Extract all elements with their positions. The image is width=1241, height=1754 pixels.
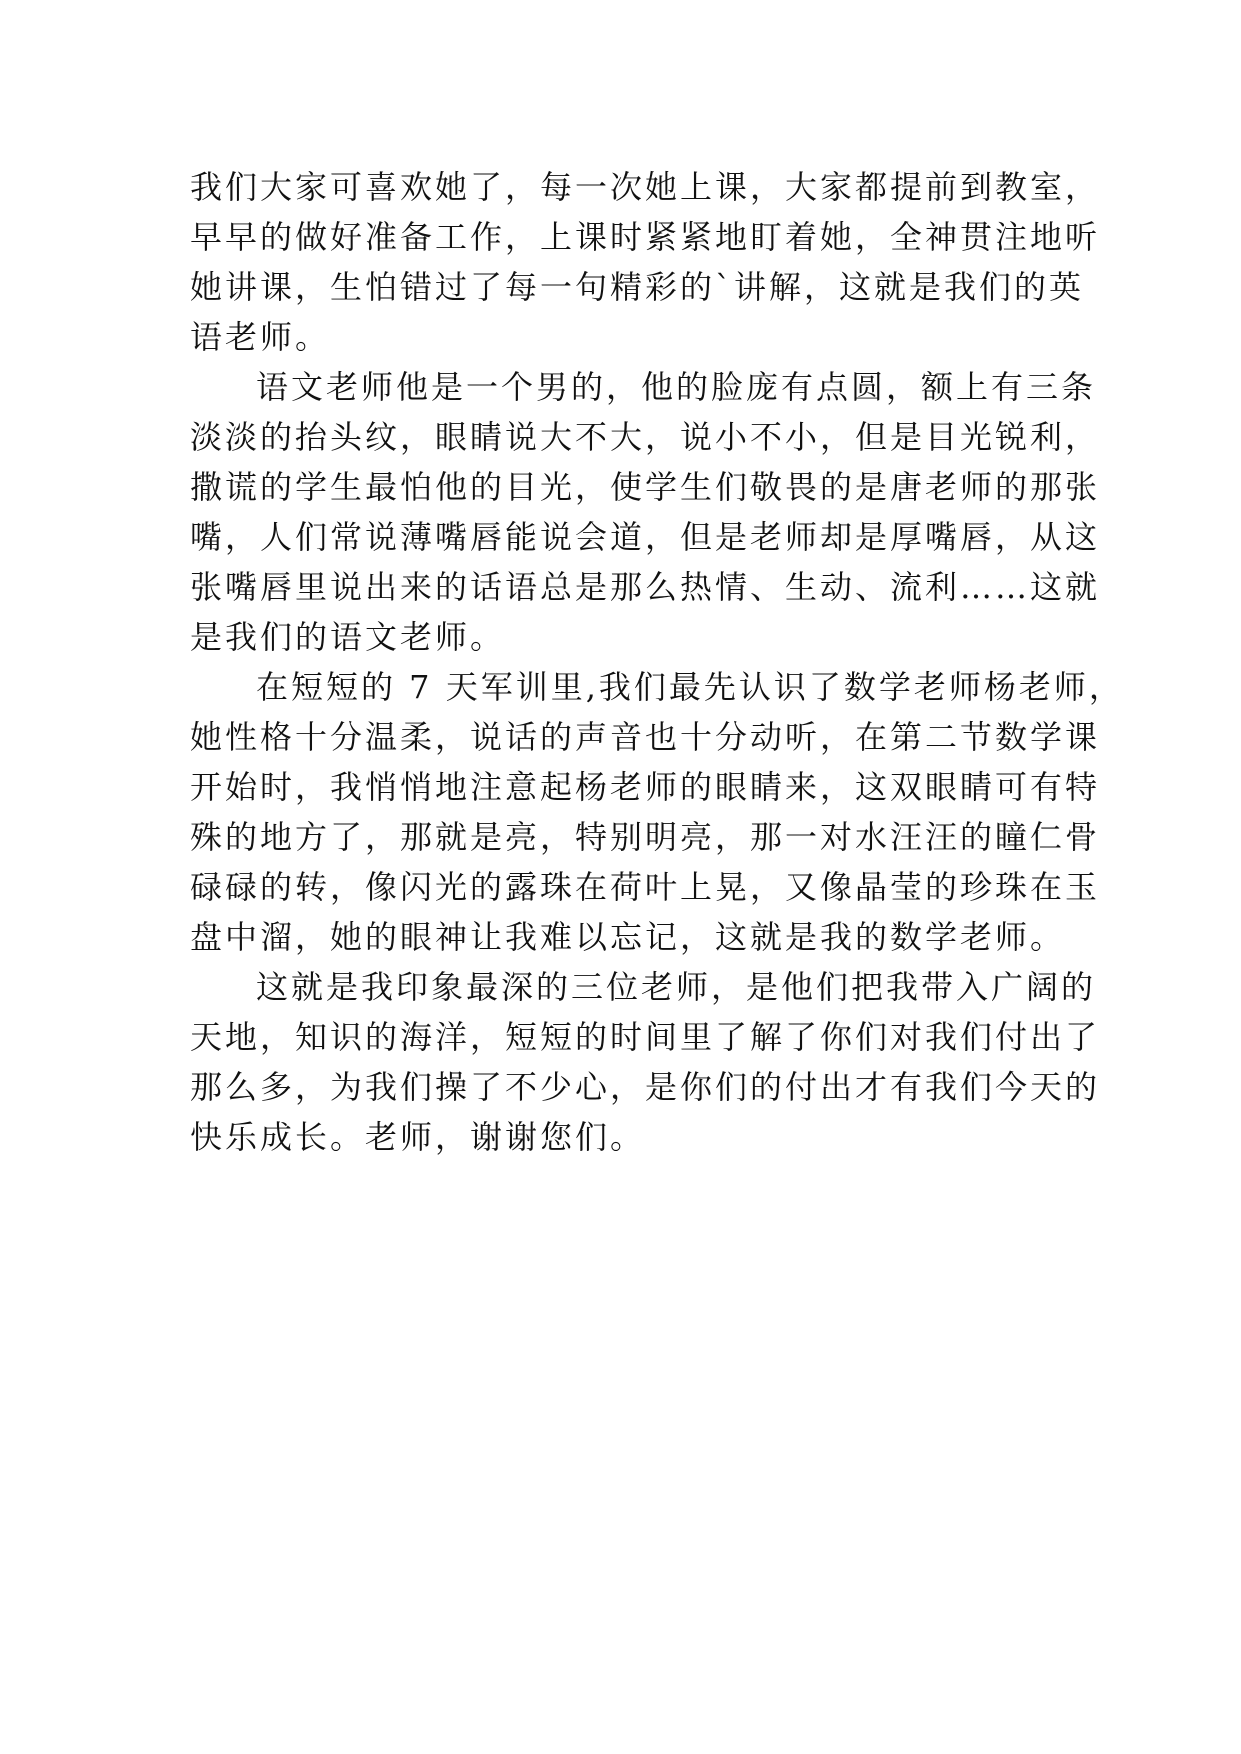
document-body [190, 162, 1124, 1162]
paragraph-2-line-4: 嘴，人们常说薄嘴唇能说会道，但是老师却是厚嘴唇，从这 [190, 518, 1101, 556]
paragraph-3-line-1: 在短短的 7 天军训里,我们最先认识了数学老师杨老师， [256, 668, 1124, 706]
paragraph-4-line-2: 天地，知识的海洋，短短的时间里了解了你们对我们付出了 [190, 1018, 1101, 1056]
paragraph-3-line-6: 盘中溜，她的眼神让我难以忘记，这就是我的数学老师。 [190, 918, 1066, 956]
paragraph-2-line-3: 撒谎的学生最怕他的目光，使学生们敬畏的是唐老师的那张 [190, 468, 1101, 506]
paragraph-1-line-1: 我们大家可喜欢她了，每一次她上课，大家都提前到教室， [190, 168, 1101, 206]
paragraph-3-line-5: 碌碌的转，像闪光的露珠在荷叶上晃，又像晶莹的珍珠在玉 [190, 868, 1101, 906]
paragraph-4-line-3: 那么多，为我们操了不少心，是你们的付出才有我们今天的 [190, 1068, 1101, 1106]
paragraph-2-line-6: 是我们的语文老师。 [190, 618, 506, 656]
paragraph-2-line-5: 张嘴唇里说出来的话语总是那么热情、生动、流利……这就 [190, 568, 1101, 606]
paragraph-1-line-2: 早早的做好准备工作，上课时紧紧地盯着她，全神贯注地听 [190, 218, 1101, 256]
paragraph-2-line-1: 语文老师他是一个男的，他的脸庞有点圆，额上有三条 [256, 368, 1097, 406]
paragraph-3-line-2: 她性格十分温柔，说话的声音也十分动听，在第二节数学课 [190, 718, 1101, 756]
paragraph-3-line-3: 开始时，我悄悄地注意起杨老师的眼睛来，这双眼睛可有特 [190, 768, 1101, 806]
paragraph-4-line-1: 这就是我印象最深的三位老师，是他们把我带入广阔的 [256, 968, 1097, 1006]
paragraph-1-line-4: 语老师。 [190, 318, 331, 356]
paragraph-3-line-4: 殊的地方了，那就是亮，特别明亮，那一对水汪汪的瞳仁骨 [190, 818, 1101, 856]
paragraph-2-line-2: 淡淡的抬头纹，眼睛说大不大，说小不小，但是目光锐利， [190, 418, 1101, 456]
paragraph-4-line-4: 快乐成长。老师，谢谢您们。 [190, 1118, 646, 1156]
paragraph-1-line-3: 她讲课，生怕错过了每一句精彩的`讲解，这就是我们的英 [190, 268, 1085, 306]
